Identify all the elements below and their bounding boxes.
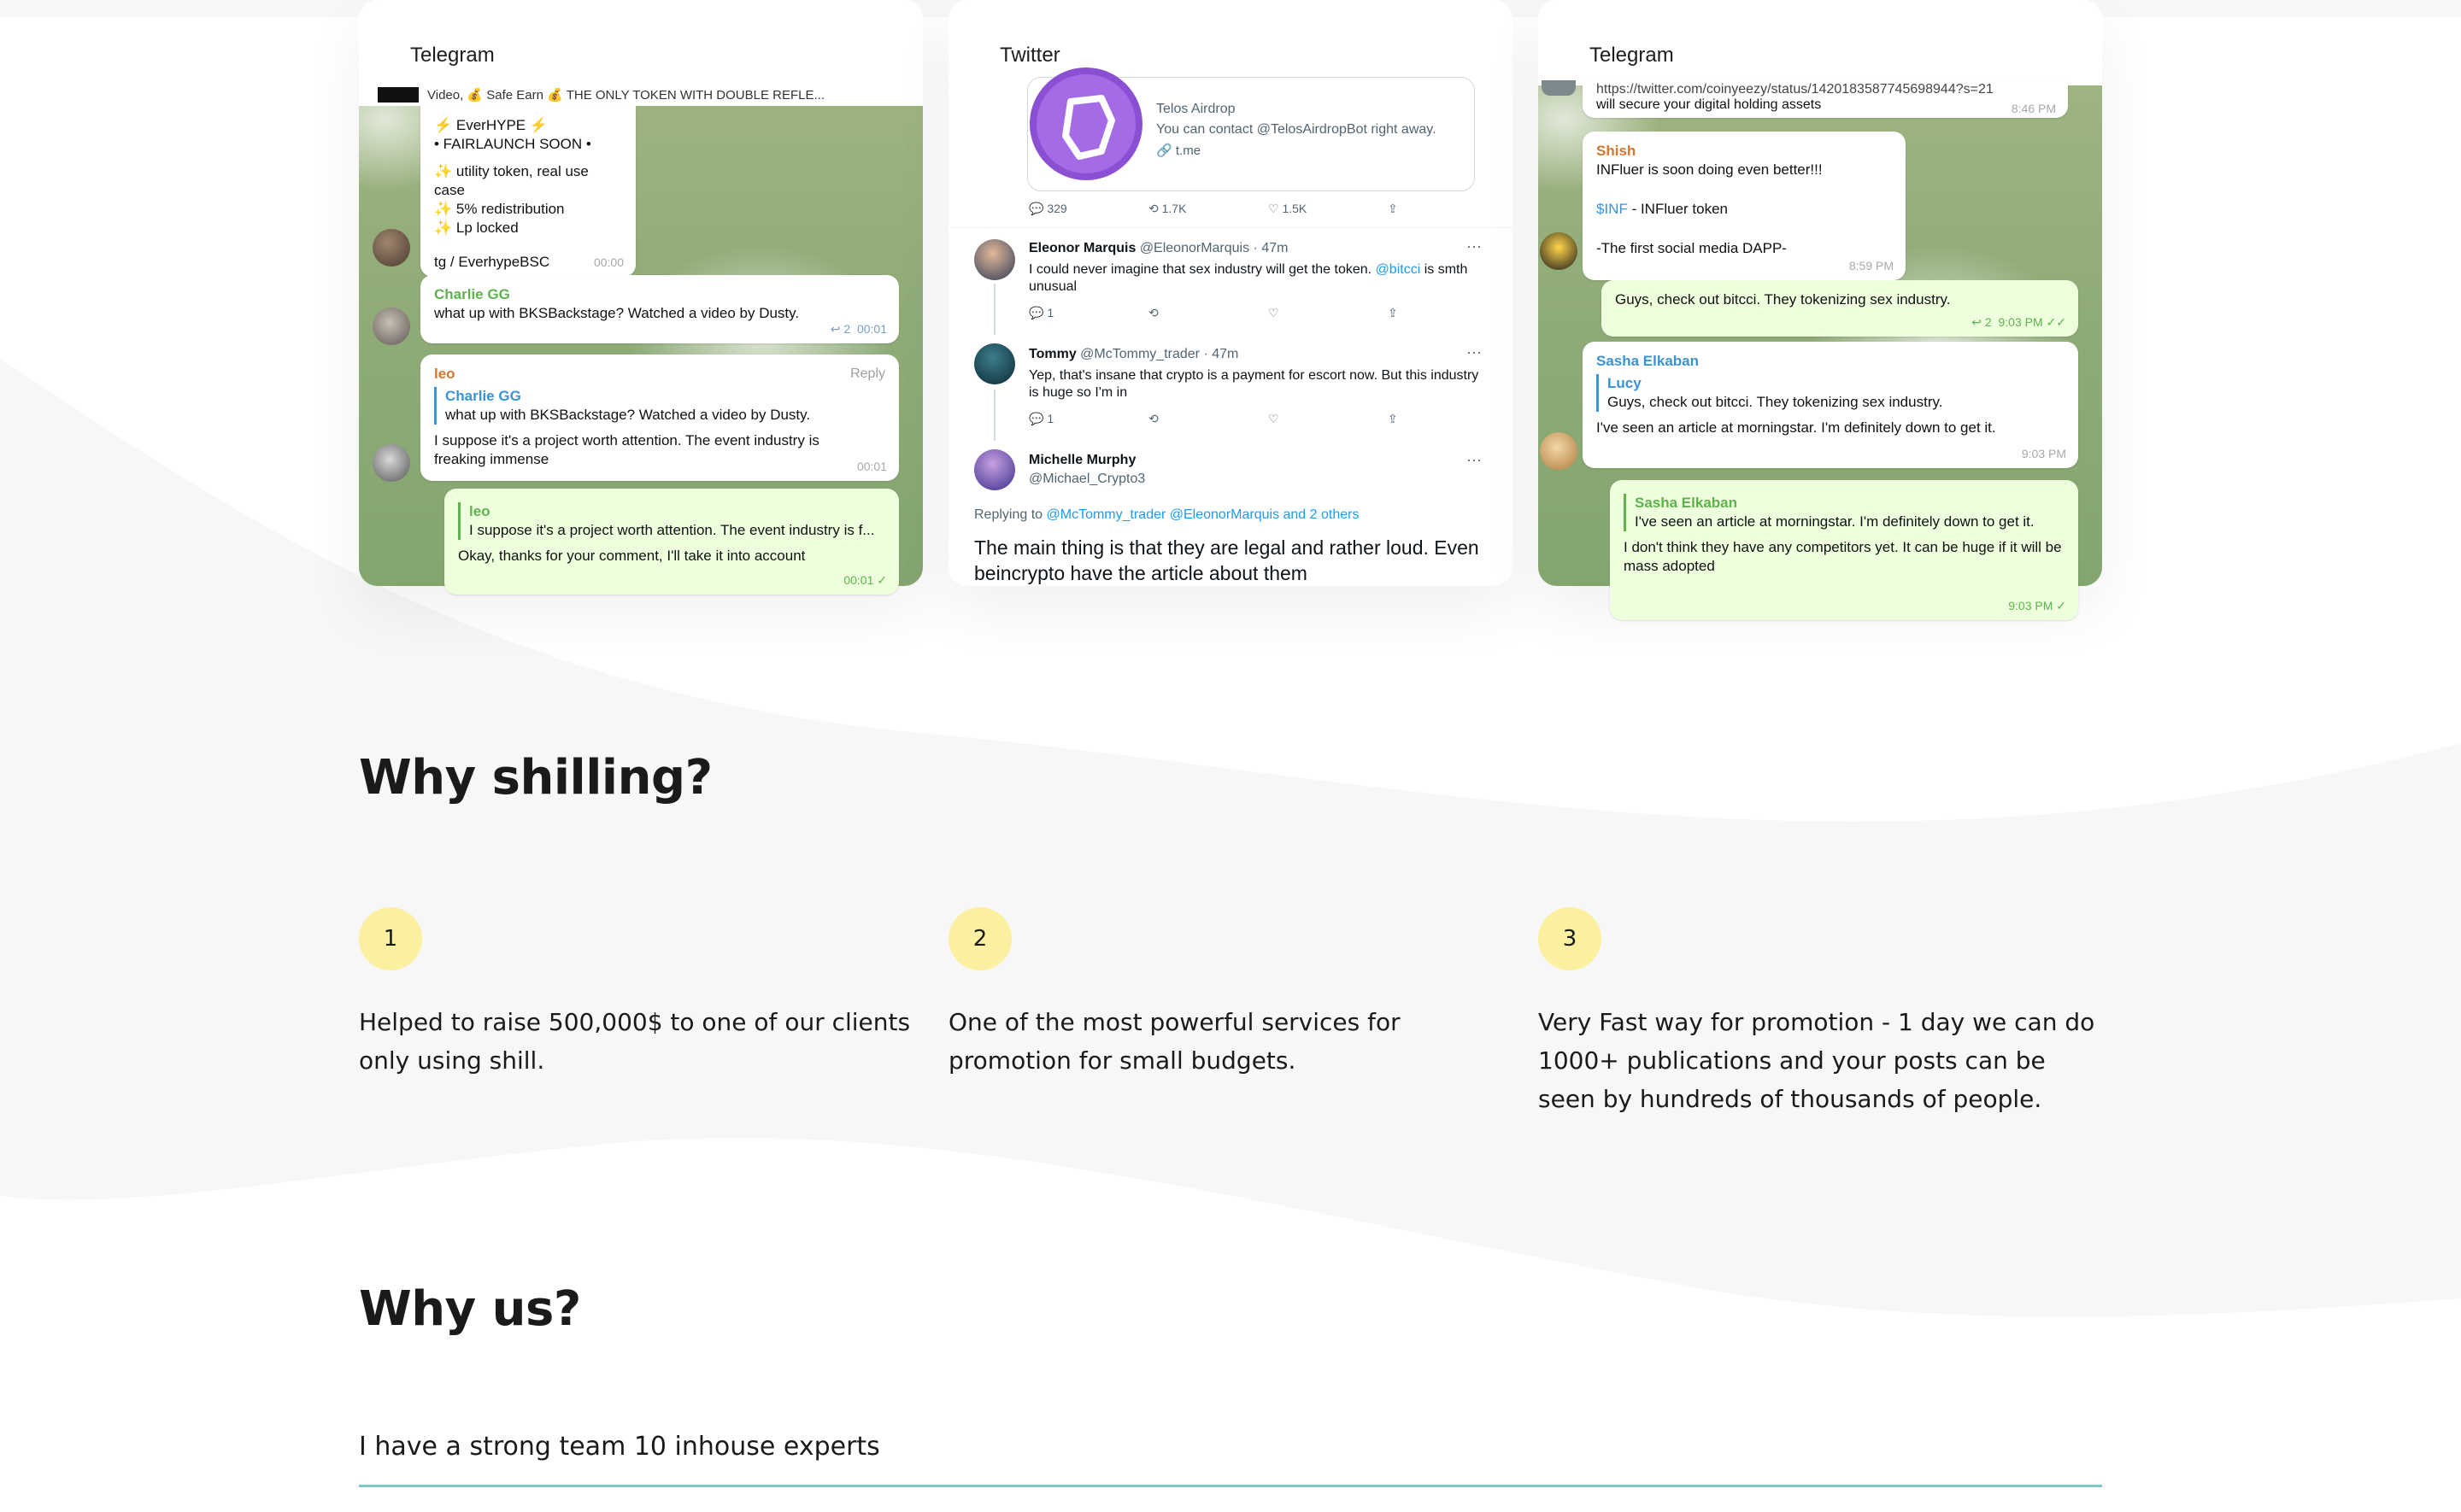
link-preview-card[interactable] xyxy=(1027,77,1475,191)
quote-text: I suppose it's a project worth attention. The event industry is f... xyxy=(469,522,875,538)
thread-line xyxy=(994,390,996,441)
avatar xyxy=(373,444,410,482)
quote-name: Charlie GG xyxy=(445,388,521,404)
quote-text: what up with BKSBackstage? Watched a video by Dusty. xyxy=(445,407,811,423)
msg-text: what up with BKSBackstage? Watched a video by Dusty. xyxy=(434,305,800,321)
mention-link[interactable]: @bitcci xyxy=(1375,262,1421,277)
more-icon[interactable]: ··· xyxy=(1466,343,1482,360)
sender-name: Charlie GG xyxy=(434,286,510,302)
replying-prefix: Replying to xyxy=(974,507,1043,522)
like-button[interactable]: ♡ xyxy=(1268,306,1279,319)
msg-line: tg / EverhypeBSC xyxy=(434,254,550,270)
reply-count: 329 xyxy=(1047,202,1067,215)
link-text[interactable]: https://twitter.com/coinyeezy/status/1420183587745698944?s=21 xyxy=(1596,82,1994,97)
msg-text: I don't think they have any competitors yet. It can be huge if it will be mass adopted xyxy=(1624,539,2062,574)
message-bubble xyxy=(1583,82,2068,118)
card-label: Telegram xyxy=(410,44,495,67)
msg-line: ✨ 5% redistribution xyxy=(434,201,565,217)
sender-name: Shish xyxy=(1596,143,1636,159)
quoted-message xyxy=(458,502,885,540)
why-shilling-heading: Why shilling? xyxy=(359,750,713,806)
msg-text: INFluer is soon doing even better!!! xyxy=(1596,161,1823,178)
msg-line: • FAIRLAUNCH SOON • xyxy=(434,136,591,152)
telos-logo-icon xyxy=(1028,78,1148,189)
reply-count: 1 xyxy=(1047,412,1054,425)
avatar xyxy=(1540,232,1577,270)
reply-count: 2 xyxy=(1984,315,1992,329)
avatar xyxy=(974,343,1015,384)
like-button[interactable]: ♡ 1.5K xyxy=(1268,202,1307,215)
reply-button[interactable]: 💬 1 xyxy=(1029,412,1054,425)
telegram-screenshot xyxy=(359,85,923,586)
tweet-actions xyxy=(1029,202,1507,216)
number-badge: 2 xyxy=(949,907,1012,970)
tweet-actions xyxy=(1029,412,1507,426)
accordion-item-title[interactable]: I have a strong team 10 inhouse experts xyxy=(359,1432,880,1462)
msg-text: will secure your digital holding assets xyxy=(1596,97,1822,112)
card-label: Telegram xyxy=(1589,44,1674,67)
tweet-author xyxy=(1029,347,1238,362)
read-check-icon: ✓✓ xyxy=(2046,315,2066,329)
msg-time: 00:00 xyxy=(593,255,624,269)
text-part: I could never imagine that sex industry will get the token. xyxy=(1029,262,1372,277)
number-badge: 3 xyxy=(1538,907,1601,970)
text-part: - INFluer token xyxy=(1627,201,1728,217)
avatar xyxy=(373,229,410,267)
quote-text: I've seen an article at morningstar. I'm definitely down to get it. xyxy=(1635,513,2035,530)
tweet-text: Yep, that's insane that crypto is a payment for escort now. But this industry is huge so I'm in xyxy=(1029,368,1479,400)
sender-name: Sasha Elkaban xyxy=(1596,353,1700,369)
number-badge: 1 xyxy=(359,907,422,970)
preview-domain: 🔗 t.me xyxy=(1156,144,1201,158)
quote-text: Guys, check out bitcci. They tokenizing sex industry. xyxy=(1607,394,1943,410)
accordion-divider xyxy=(359,1485,2102,1487)
tweet-actions xyxy=(1029,306,1507,320)
preview-title: Telos Airdrop xyxy=(1156,102,1236,116)
author-name: Eleonor Marquis xyxy=(1029,241,1137,255)
quote-name: leo xyxy=(469,503,490,519)
retweet-button[interactable]: ⟲ xyxy=(1148,306,1159,319)
msg-text: I've seen an article at morningstar. I'm definitely down to get it. xyxy=(1596,419,1996,436)
more-icon[interactable]: ··· xyxy=(1466,451,1482,468)
msg-line: ✨ utility token, real use case xyxy=(434,163,589,198)
twitter-card xyxy=(949,0,1512,586)
msg-text: -The first social media DAPP- xyxy=(1596,240,1787,256)
msg-time: 9:03 PM xyxy=(2008,599,2053,612)
reply-count: 1 xyxy=(1047,306,1054,319)
read-check-icon: ✓ xyxy=(2056,599,2066,612)
preview-desc: You can contact @TelosAirdropBot right away. xyxy=(1156,122,1436,137)
share-button[interactable]: ⇪ xyxy=(1388,412,1398,425)
tweet-text xyxy=(1029,261,1473,296)
avatar xyxy=(1540,432,1577,470)
share-button[interactable]: ⇪ xyxy=(1388,202,1398,215)
why-us-heading: Why us? xyxy=(359,1281,581,1337)
quote-name: Lucy xyxy=(1607,375,1642,391)
msg-text xyxy=(1596,200,1892,219)
msg-meta xyxy=(2008,596,2066,615)
msg-time: 8:46 PM xyxy=(2011,102,2056,115)
msg-text: Okay, thanks for your comment, I'll take it into account xyxy=(458,548,806,564)
card-label: Twitter xyxy=(1000,44,1060,67)
retweet-count: 1.7K xyxy=(1161,202,1187,215)
msg-line: ✨ Lp locked xyxy=(434,220,519,236)
divider xyxy=(949,227,1512,228)
thumbnail-icon xyxy=(1542,80,1576,96)
thumbnail-icon xyxy=(378,87,419,103)
chat-top-bar: Video, 💰 Safe Earn 💰 THE ONLY TOKEN WITH DOUBLE REFLE... xyxy=(359,85,923,106)
read-check-icon: ✓ xyxy=(877,573,887,587)
retweet-button[interactable]: ⟲ xyxy=(1148,412,1159,425)
reply-link[interactable]: Reply xyxy=(850,366,885,381)
like-button[interactable]: ♡ xyxy=(1268,412,1279,425)
avatar xyxy=(373,308,410,345)
like-count: 1.5K xyxy=(1282,202,1307,215)
author-handle: @Michael_Crypto3 xyxy=(1029,472,1146,486)
msg-text: I suppose it's a project worth attention. The event industry is freaking immense xyxy=(434,432,819,467)
msg-time: 8:59 PM xyxy=(1848,259,1894,273)
outgoing-message-bubble xyxy=(1601,280,2078,337)
avatar xyxy=(974,449,1015,490)
msg-time: 00:01 xyxy=(856,322,887,336)
feature-text: One of the most powerful services for promotion for small budgets. xyxy=(949,1008,1401,1075)
msg-text: Guys, check out bitcci. They tokenizing sex industry. xyxy=(1615,291,1951,308)
share-button[interactable]: ⇪ xyxy=(1388,306,1398,319)
message-bubble xyxy=(1583,342,2078,468)
twitter-screenshot xyxy=(949,85,1512,586)
message-bubble xyxy=(420,275,899,343)
msg-meta: ↩ 2 00:01 xyxy=(830,322,887,336)
telegram-card-2 xyxy=(1538,0,2102,612)
text-part: is smth unusual xyxy=(1029,262,1468,294)
msg-line: ⚡ EverHYPE ⚡ xyxy=(434,117,549,133)
feature-text: Helped to raise 500,000$ to one of our clients only using shill. xyxy=(359,1008,911,1075)
reply-button[interactable]: 💬 329 xyxy=(1029,202,1067,215)
message-bubble xyxy=(420,106,636,277)
msg-time: 00:01 xyxy=(843,573,874,587)
telegram-card-1 xyxy=(359,0,923,586)
more-icon[interactable]: ··· xyxy=(1466,237,1482,255)
msg-meta: ↩ 2 9:03 PM ✓✓ xyxy=(1971,315,2066,329)
author-name: Tommy xyxy=(1029,347,1077,361)
author-handle: @EleonorMarquis · 47m xyxy=(1139,241,1289,255)
feature-text: Very Fast way for promotion - 1 day we can do 1000+ publications and your posts can be seen by hundreds of thousands of people. xyxy=(1538,1008,2095,1113)
quoted-message xyxy=(1596,374,2065,412)
msg-meta xyxy=(843,571,887,589)
quoted-message xyxy=(1624,494,2065,531)
quote-name: Sasha Elkaban xyxy=(1635,495,1738,511)
outgoing-message-bubble xyxy=(1610,480,2078,620)
quoted-message xyxy=(434,387,885,425)
retweet-button[interactable]: ⟲ 1.7K xyxy=(1148,202,1187,215)
replying-links[interactable]: @McTommy_trader @EleonorMarquis and 2 others xyxy=(1046,507,1360,522)
thread-line xyxy=(994,284,996,335)
message-bubble xyxy=(1583,132,1906,280)
main-tweet-text: The main thing is that they are legal and rather loud. Even beincrypto have the article about them xyxy=(974,536,1479,584)
avatar xyxy=(974,239,1015,280)
msg-time: 9:03 PM xyxy=(1998,315,2043,329)
reply-count: 2 xyxy=(843,322,851,336)
author-handle: @McTommy_trader · 47m xyxy=(1080,347,1239,361)
msg-time: 00:01 xyxy=(856,460,887,473)
outgoing-message-bubble xyxy=(444,489,899,595)
sender-name: leo xyxy=(434,366,455,382)
message-bubble xyxy=(420,355,899,481)
ticker-link[interactable]: $INF xyxy=(1596,201,1628,217)
replying-to xyxy=(974,507,1359,523)
tweet-author xyxy=(1029,241,1288,256)
telegram-screenshot xyxy=(1538,82,2102,612)
author-name: Michelle Murphy xyxy=(1029,453,1137,467)
domain-text: t.me xyxy=(1175,144,1201,158)
reply-button[interactable]: 💬 1 xyxy=(1029,306,1054,319)
msg-time: 9:03 PM xyxy=(2021,447,2066,460)
